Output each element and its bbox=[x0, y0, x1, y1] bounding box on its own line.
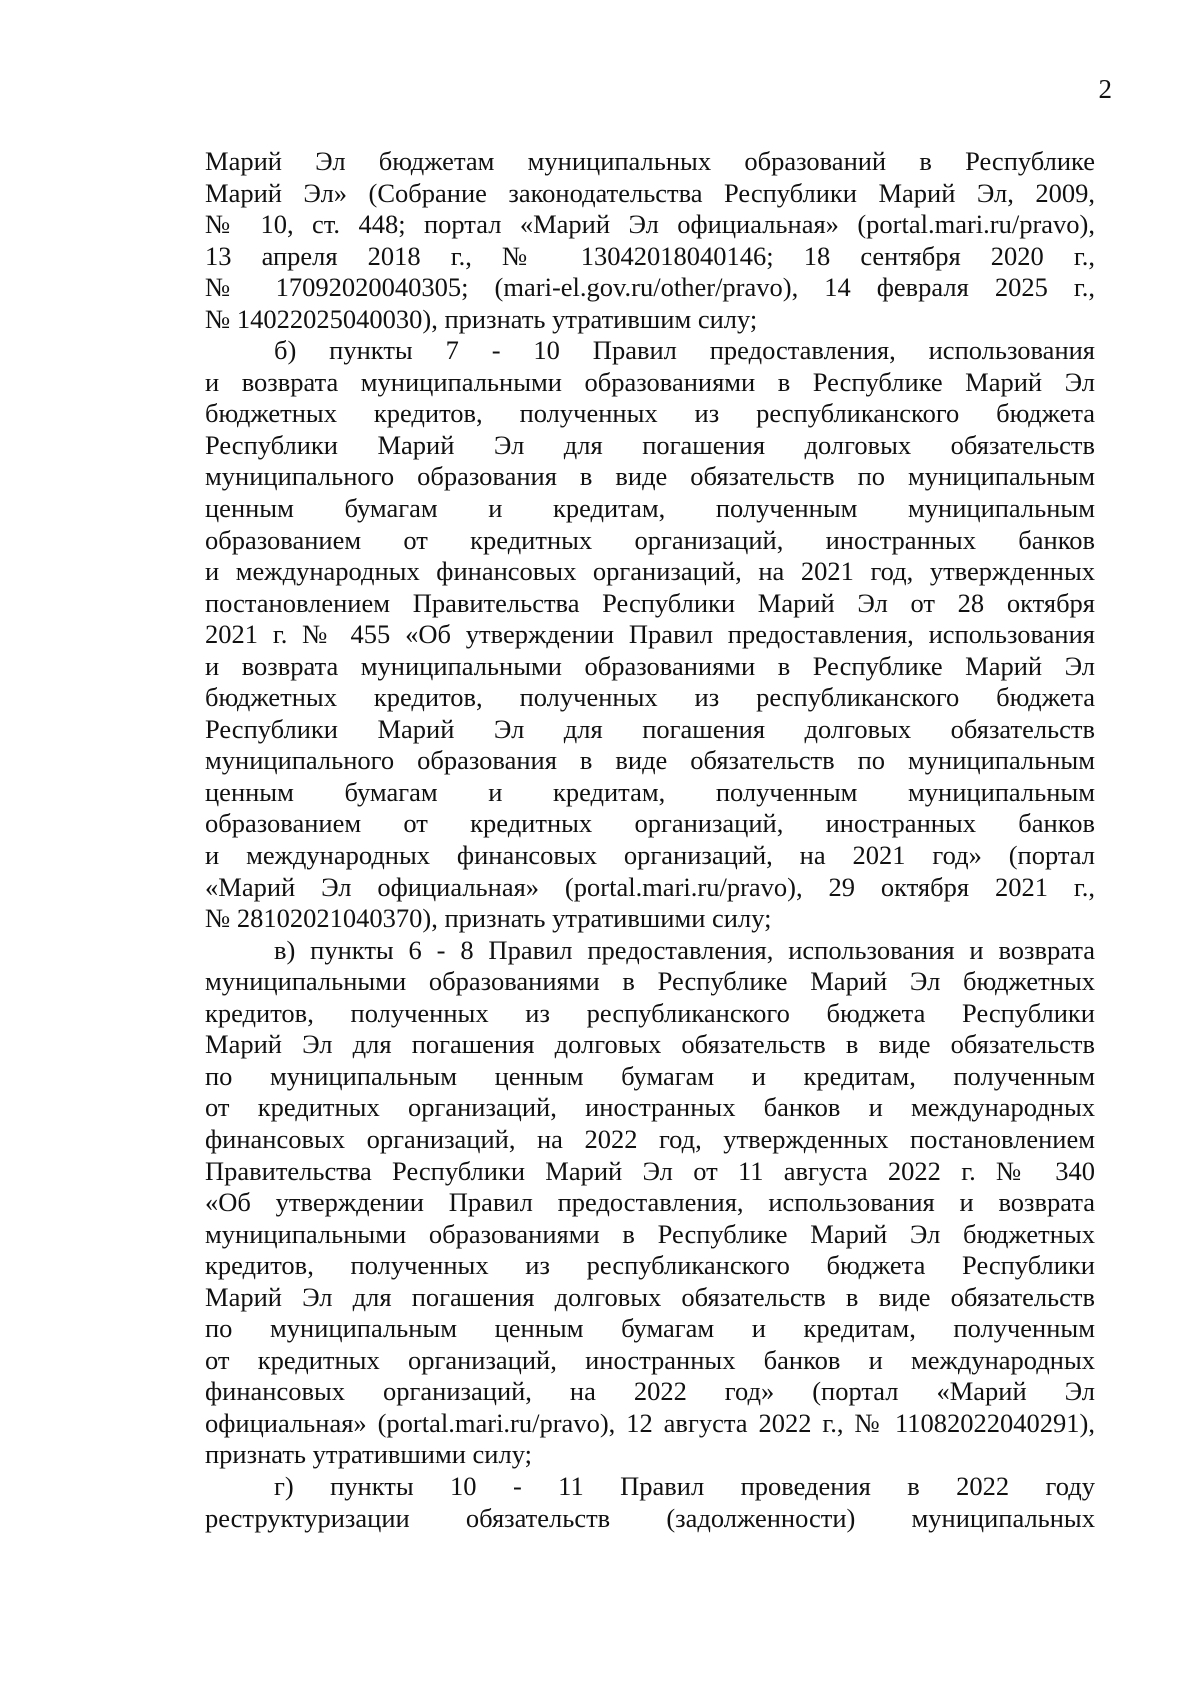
text-line: Республики Марий Эл для погашения долговых обязательств bbox=[205, 429, 1095, 460]
text-line: финансовых организаций, на 2022 год» (портал «Марий Эл bbox=[205, 1376, 1095, 1407]
text-line: реструктуризации обязательств (задолженности) муниципальных bbox=[205, 1502, 1095, 1533]
text-line: образованием от кредитных организаций, иностранных банков bbox=[205, 524, 1095, 555]
text-line: «Об утверждении Правил предоставления, использования и возврата bbox=[205, 1187, 1095, 1218]
text-line: в) пункты 6 - 8 Правил предоставления, использования и возврата bbox=[274, 934, 1095, 965]
text-line: ценным бумагам и кредитам, полученным муниципальным bbox=[205, 776, 1095, 807]
text-line: № 17092020040305; (mari-el.gov.ru/other/pravo), 14 февраля 2025 г., bbox=[205, 272, 1095, 303]
text-line: г) пункты 10 - 11 Правил проведения в 2022 году bbox=[274, 1470, 1095, 1501]
text-line: Марий Эл для погашения долговых обязательств в виде обязательств bbox=[205, 1281, 1095, 1312]
text-line: Правительства Республики Марий Эл от 11 августа 2022 г. № 340 bbox=[205, 1155, 1095, 1186]
text-line: образованием от кредитных организаций, иностранных банков bbox=[205, 808, 1095, 839]
text-line: Марий Эл бюджетам муниципальных образований в Республике bbox=[205, 146, 1095, 176]
text-line: муниципального образования в виде обязательств по муниципальным bbox=[205, 461, 1095, 492]
text-line: по муниципальным ценным бумагам и кредитам, полученным bbox=[205, 1313, 1095, 1344]
text-line: постановлением Правительства Республики Марий Эл от 28 октября bbox=[205, 587, 1095, 618]
text-line: и возврата муниципальными образованиями в Республике Марий Эл bbox=[205, 366, 1095, 397]
text-line: муниципального образования в виде обязательств по муниципальным bbox=[205, 745, 1095, 776]
text-line: «Марий Эл официальная» (portal.mari.ru/pravo), 29 октября 2021 г., bbox=[205, 871, 1095, 902]
text-line: от кредитных организаций, иностранных банков и международных bbox=[205, 1092, 1095, 1123]
text-line: кредитов, полученных из республиканского бюджета Республики bbox=[205, 997, 1095, 1028]
text-line: № 10, ст. 448; портал «Марий Эл официальная» (portal.mari.ru/pravo), bbox=[205, 209, 1095, 240]
text-line: признать утратившими силу; bbox=[205, 1439, 532, 1470]
document-body bbox=[205, 146, 1095, 1534]
text-line: № 28102021040370), признать утратившими силу; bbox=[205, 903, 772, 934]
text-line: и возврата муниципальными образованиями в Республике Марий Эл bbox=[205, 650, 1095, 681]
text-line: 13 апреля 2018 г., № 13042018040146; 18 сентября 2020 г., bbox=[205, 240, 1095, 271]
text-line: и международных финансовых организаций, на 2021 год, утвержденных bbox=[205, 556, 1095, 587]
page-number: 2 bbox=[1098, 74, 1112, 104]
text-line: Республики Марий Эл для погашения долговых обязательств bbox=[205, 713, 1095, 744]
text-line: бюджетных кредитов, полученных из республиканского бюджета bbox=[205, 398, 1095, 429]
text-line: Марий Эл для погашения долговых обязательств в виде обязательств bbox=[205, 1029, 1095, 1060]
text-line: кредитов, полученных из республиканского бюджета Республики bbox=[205, 1250, 1095, 1281]
text-line: Марий Эл» (Собрание законодательства Республики Марий Эл, 2009, bbox=[205, 177, 1095, 208]
text-line: муниципальными образованиями в Республике Марий Эл бюджетных bbox=[205, 966, 1095, 997]
text-line: б) пункты 7 - 10 Правил предоставления, использования bbox=[274, 335, 1095, 366]
text-line: 2021 г. № 455 «Об утверждении Правил предоставления, использования bbox=[205, 619, 1095, 650]
text-line: ценным бумагам и кредитам, полученным муниципальным bbox=[205, 493, 1095, 524]
text-line: по муниципальным ценным бумагам и кредитам, полученным bbox=[205, 1060, 1095, 1091]
text-line: бюджетных кредитов, полученных из республиканского бюджета bbox=[205, 682, 1095, 713]
text-line: и международных финансовых организаций, на 2021 год» (портал bbox=[205, 840, 1095, 871]
text-line: официальная» (portal.mari.ru/pravo), 12 августа 2022 г., № 11082022040291), bbox=[205, 1407, 1095, 1438]
text-line: от кредитных организаций, иностранных банков и международных bbox=[205, 1344, 1095, 1375]
text-line: № 14022025040030), признать утратившим силу; bbox=[205, 303, 758, 334]
text-line: финансовых организаций, на 2022 год, утвержденных постановлением bbox=[205, 1123, 1095, 1154]
text-line: муниципальными образованиями в Республике Марий Эл бюджетных bbox=[205, 1218, 1095, 1249]
